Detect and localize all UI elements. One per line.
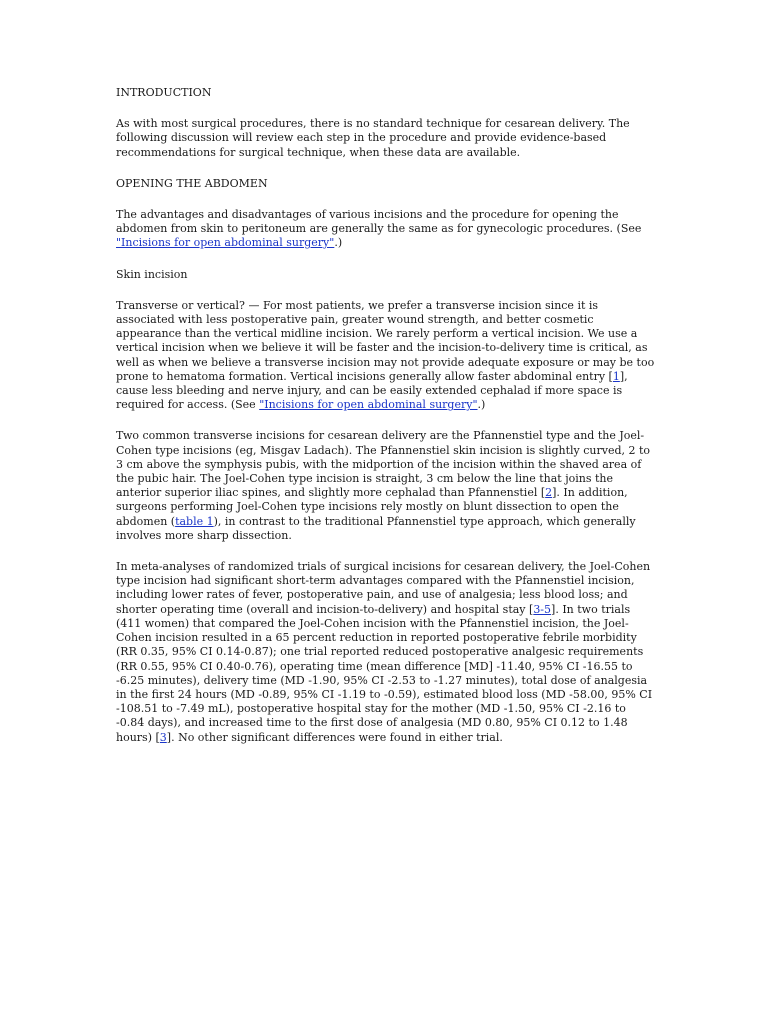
- skin-p3-text-a: In meta-analyses of randomized trials of surgical incisions for cesarean delivery, the Joel-Cohen type incision had significant short-term advantages compared with the Pfannenstiel incision, including lower rates of fever, postoperative pain, and use of analgesia; less blood loss; and shorter operating time (overall and incision-to-delivery) and hospital stay [: [116, 560, 651, 616]
- reference-link-3-5[interactable]: 3-5: [533, 602, 552, 616]
- meta-analyses-paragraph: [116, 560, 656, 745]
- skin-p1-text-c: .): [477, 398, 486, 412]
- incisions-link-2[interactable]: "Incisions for open abdominal surgery": [259, 398, 478, 412]
- skin-p3-text-b: ]. In two trials (411 women) that compared the Joel-Cohen incision with the Pfannenstiel incision, the Joel-Cohen incision resulted in a 65 percent reduction in reported postoperative febrile morbidity (RR 0.35, 95% CI 0.14-0.87); one trial reported reduced postoperative analgesic requirements (RR 0.55, 95% CI 0.40-0.76), operating time (mean difference [MD] -11.40, 95% CI -16.55 to -6.25 minutes), delivery time (MD -1.90, 95% CI -2.53 to -1.27 minutes), total dose of analgesia in the first 24 hours (MD -0.89, 95% CI -1.19 to -0.59), estimated blood loss (MD -58.00, 95% CI -108.51 to -7.49 mL), postoperative hospital stay for the mother (MD -1.50, 95% CI -2.16 to -0.84 days), and increased time to the first dose of analgesia (MD 0.80, 95% CI 0.12 to 1.48 hours) [: [116, 602, 653, 744]
- introduction-heading: INTRODUCTION: [116, 86, 212, 99]
- skin-incision-heading: Skin incision: [116, 267, 188, 281]
- incisions-link[interactable]: "Incisions for open abdominal surgery": [116, 236, 335, 250]
- skin-p1-text-b: ], cause less bleeding and nerve injury, and can be easily extended cephalad if more space is required for access. (See: [116, 369, 628, 412]
- document-body: [116, 86, 656, 762]
- skin-p2-text-b: ]. In addition, surgeons performing Joel-Cohen type incisions rely mostly on blunt dissection to open the abdomen (: [116, 486, 628, 528]
- opening-abdomen-heading: OPENING THE ABDOMEN: [116, 176, 268, 190]
- introduction-paragraph: As with most surgical procedures, there is no standard technique for cesarean delivery. The following discussion will review each step in the procedure and provide evidence-based recommendations for surgical technique, when these data are available.: [116, 117, 630, 159]
- transverse-types-paragraph: [116, 429, 656, 543]
- opening-text-after: .): [334, 236, 343, 250]
- opening-text-before: The advantages and disadvantages of various incisions and the procedure for opening the abdomen from skin to peritoneum are generally the same as for gynecologic procedures. (See: [116, 208, 642, 236]
- skin-p3-text-c: ]. No other significant differences were found in either trial.: [166, 730, 503, 744]
- skin-p2-text-a: Two common transverse incisions for cesarean delivery are the Pfannenstiel type and the Joel-Cohen type incisions (eg, Misgav Ladach). The Pfannenstiel skin incision is slightly curved, 2 to 3 cm above the symphysis pubis, with the midportion of the incision within the shaved area of the pubic hair. The Joel-Cohen type incision is straight, 3 cm below the line that joins the anterior superior iliac spines, and slightly more cephalad than Pfannenstiel [: [116, 429, 651, 500]
- reference-link-2[interactable]: 2: [545, 486, 553, 500]
- reference-link-1[interactable]: 1: [612, 369, 620, 383]
- opening-abdomen-paragraph: [116, 208, 656, 251]
- transverse-vertical-paragraph: [116, 299, 656, 413]
- reference-link-3[interactable]: 3: [159, 730, 167, 744]
- table-1-link[interactable]: table 1: [175, 514, 214, 528]
- skin-p1-text-a: Transverse or vertical? — For most patients, we prefer a transverse incision since it is associated with less postoperative pain, greater wound strength, and better cosmetic appearance than the vertical midline incision. We rarely perform a vertical incision. We use a vertical incision when we believe it will be faster and the incision-to-delivery time is critical, as well as when we believe a transverse incision may not provide adequate exposure or may be too prone to hematoma formation. Vertical incisions generally allow faster abdominal entry [: [116, 298, 655, 383]
- skin-p2-text-c: ), in contrast to the traditional Pfannenstiel type approach, which generally involves more sharp dissection.: [116, 514, 636, 542]
